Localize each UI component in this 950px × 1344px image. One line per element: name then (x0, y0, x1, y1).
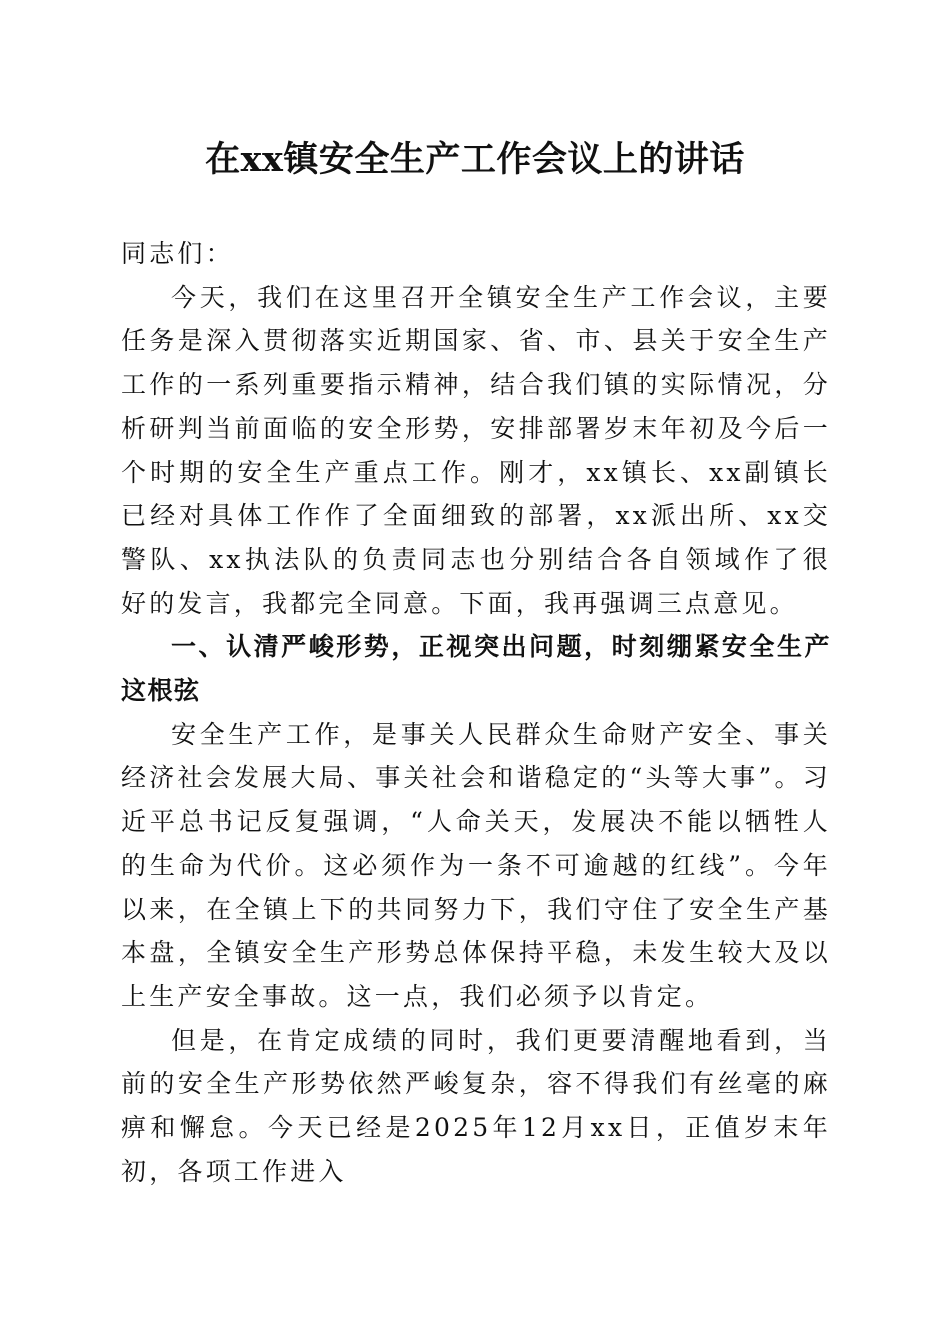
paragraph-safety-importance: 安全生产工作，是事关人民群众生命财产安全、事关经济社会发展大局、事关社会和谐稳定的“头等大事”。习近平总书记反复强调，“人命关天，发展决不能以牺牲人的生命为代价。这必须作为一条不可逾越的红线”。今年以来，在全镇上下的共同努力下，我们守住了安全生产基本盘，全镇安全生产形势总体保持平稳，未发生较大及以上生产安全事故。这一点，我们必须予以肯定。 (121, 719, 831, 1011)
greeting: 同志们： (121, 239, 234, 268)
paragraph-current-situation: 但是，在肯定成绩的同时，我们更要清醒地看到，当前的安全生产形势依然严峻复杂，容不得我们有丝毫的麻痹和懈怠。今天已经是2025年12月xx日，正值岁末年初，各项工作进入 (121, 1025, 831, 1186)
document-title: 在xx镇安全生产工作会议上的讲话 (205, 139, 745, 180)
document-body (121, 232, 831, 1193)
paragraph-intro: 今天，我们在这里召开全镇安全生产工作会议，主要任务是深入贯彻落实近期国家、省、市、县关于安全生产工作的一系列重要指示精神，结合我们镇的实际情况，分析研判当前面临的安全形势，安排部署岁末年初及今后一个时期的安全生产重点工作。刚才，xx镇长、xx副镇长已经对具体工作作了全面细致的部署，xx派出所、xx交警队、xx执法队的负责同志也分别结合各自领域作了很好的发言，我都完全同意。下面，我再强调三点意见。 (121, 282, 831, 618)
section-heading-1: 一、认清严峻形势，正视突出问题，时刻绷紧安全生产这根弦 (121, 632, 831, 706)
